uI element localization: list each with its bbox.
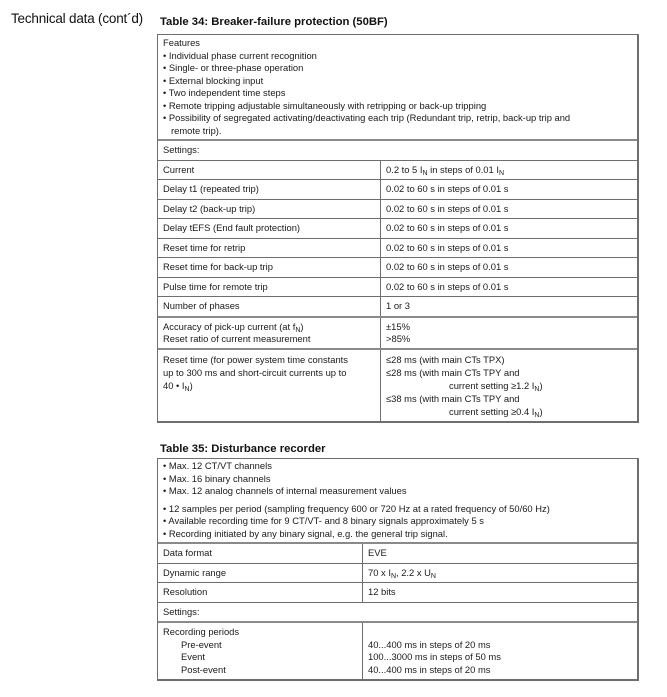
section-title: Technical data (cont´d) (11, 10, 143, 27)
period-value: 40...400 ms in steps of 20 ms (368, 663, 491, 675)
table-row (158, 238, 637, 258)
settings-label: Settings: (163, 144, 200, 155)
row-label: Resolution (158, 583, 363, 602)
feature-item: • 12 samples per period (sampling frequency 600 or 720 Hz at a rated frequency of 50/60 Hz) (163, 502, 550, 514)
feature-item: • Recording initiated by any binary signal, e.g. the general trip signal. (163, 527, 448, 539)
table-row (158, 582, 637, 602)
row-label: Number of phases (158, 297, 381, 316)
row-label: Data format (158, 544, 363, 563)
row-value: 12 bits (368, 586, 396, 597)
settings-label: Settings: (163, 605, 200, 617)
reset-time-values: ≤28 ms (with main CTs TPX) ≤28 ms (with main CTs TPY and current setting ≥1.2 $I_N$) ≤38 ms (with main CTs TPY and current setting ≥0.4 $I_N$) (386, 353, 543, 419)
period-label: Event (181, 651, 205, 663)
table-row (158, 257, 637, 277)
row-value: 0.02 to 60 s in steps of 0.01 s (386, 261, 509, 272)
feature-item: • Max. 12 CT/VT channels (163, 460, 272, 471)
recording-periods-label: Recording periods (163, 626, 240, 637)
settings-header-row (158, 139, 637, 160)
feature-item: • Max. 16 binary channels (163, 472, 271, 484)
recording-periods-row (158, 621, 637, 679)
accuracy-label: Accuracy of pick-up current (at $f_N$) (163, 320, 304, 334)
table34-caption: Table 34: Breaker-failure protection (50BF) (160, 16, 388, 28)
reset-time-row (158, 348, 637, 421)
row-label: Pulse time for remote trip (158, 278, 381, 297)
table-row (158, 199, 637, 219)
period-label: Pre-event (181, 638, 222, 650)
row-label: Reset time for back-up trip (158, 258, 381, 277)
row-value: 0.2 to 5 $I_N$ in steps of 0.01 $I_N$ (386, 163, 505, 177)
row-value: 0.02 to 60 s in steps of 0.01 s (386, 202, 509, 214)
reset-ratio-value: >85% (386, 332, 411, 344)
feature-item: • Max. 12 analog channels of internal measurement values (163, 485, 407, 496)
row-value: 1 or 3 (386, 300, 410, 311)
row-label: Delay t2 (back-up trip) (158, 200, 381, 219)
row-value: 0.02 to 60 s in steps of 0.01 s (386, 222, 509, 233)
period-label: Post-event (181, 663, 226, 675)
row-value: 0.02 to 60 s in steps of 0.01 s (386, 183, 509, 194)
features-row (158, 35, 637, 139)
settings-header-row (158, 602, 637, 622)
table34 (157, 34, 639, 423)
feature-item: • External blocking input (163, 74, 264, 86)
table-row (158, 277, 637, 297)
row-label: Delay t1 (repeated trip) (158, 180, 381, 199)
row-label: Current (158, 161, 381, 180)
table35 (157, 458, 639, 681)
accuracy-value: ±15% (386, 320, 410, 332)
feature-item: • Two independent time steps (163, 87, 286, 98)
table-row (158, 218, 637, 238)
row-value: 0.02 to 60 s in steps of 0.01 s (386, 241, 509, 253)
table-row (158, 542, 637, 563)
table-row (158, 160, 637, 180)
period-value: 40...400 ms in steps of 20 ms (368, 638, 491, 650)
accuracy-row (158, 316, 637, 348)
row-value: 0.02 to 60 s in steps of 0.01 s (386, 280, 509, 292)
features-label: Features (163, 37, 200, 48)
row-label: Dynamic range (158, 564, 363, 583)
features-row (158, 459, 637, 542)
row-value: 70 x $I_N$, 2.2 x $U_N$ (368, 566, 436, 580)
feature-item: • Possibility of segregated activating/deactivating each trip (Redundant trip, retrip, back-up trip and (163, 112, 571, 123)
reset-time-label: Reset time (for power system time constants up to 300 ms and short-circuit currents up to 40 • $I_N$) (158, 350, 381, 421)
feature-item: • Single- or three-phase operation (163, 62, 304, 73)
reset-ratio-label: Reset ratio of current measurement (163, 332, 311, 344)
feature-item: • Remote tripping adjustable simultaneously with retripping or back-up tripping (163, 99, 487, 111)
table-row (158, 179, 637, 199)
table35-caption: Table 35: Disturbance recorder (160, 443, 326, 455)
period-value: 100...3000 ms in steps of 50 ms (368, 651, 501, 663)
feature-item: • Available recording time for 9 CT/VT- and 8 binary signals approximately 5 s (163, 515, 484, 526)
feature-item-continued: remote trip). (171, 124, 222, 136)
table-row (158, 563, 637, 583)
row-label: Delay tEFS (End fault protection) (158, 219, 381, 238)
row-value: EVE (368, 547, 387, 558)
feature-item: • Individual phase current recognition (163, 49, 317, 61)
row-label: Reset time for retrip (158, 239, 381, 258)
table-row (158, 296, 637, 316)
